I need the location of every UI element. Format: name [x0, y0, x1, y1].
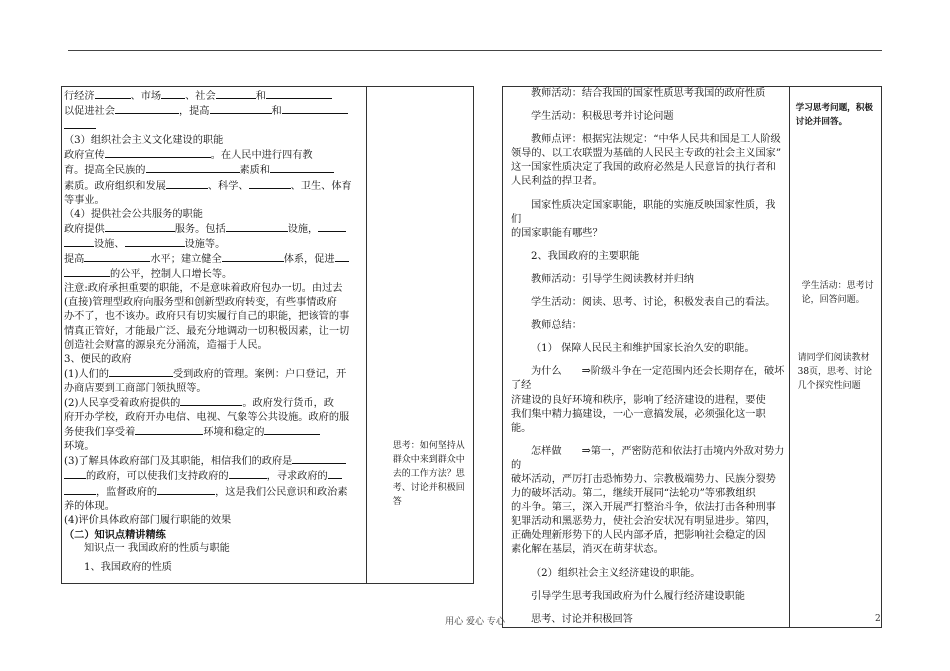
page-number: 2 — [875, 614, 881, 624]
arrow-icon: ⇒ — [581, 364, 591, 378]
right-side-cell — [789, 87, 881, 628]
arrow-icon: ⇒ — [581, 443, 591, 457]
footer-motto: 用心 爱心 专心 — [445, 617, 505, 627]
left-side-cell — [366, 87, 473, 584]
header-rule — [68, 50, 882, 51]
left-main-cell — [62, 87, 367, 584]
right-main-cell — [503, 87, 790, 628]
right-side-note-top: 学习思考问题，积极讨论并回答。 — [795, 103, 873, 127]
right-page-table — [502, 86, 882, 628]
left-main-content: 行经济 、市场 、社会 和 以促进社会 ，提高 和 （3）组织社会主义文化建设的职能 政府宣传 。在人民中进行四有教 育。提高全民族的 素质和 素质。政府组织和发展 、科学、 、卫生、体育 等事业。 （4）提供社会公共服务的职能 政府提供 服务。包括 设施， 设施、 设施等。 提高 水平；建立健全 体系，促进 的公平，控制人口增长等。 注意:政府承担重要的职能，不是意味着政府包办一切。由过去 (直接)管理型政府向服务型和创新型政府转变，有些事情政府 办不了，也不该办。政府只有切实履行自己的职能，把该管的事 情真正管好，才能最广泛、最充分地调动一切积极因素，让一切 创造社会财富的源泉充分涌流，造福于人民。 3、便民的政府 (1)人们的 受到政府的管理。案例：户口登记，开 办商店要到工商部门领执照等。 (2)人民享受着政府提供的 。政府发行货币，政 府开办学校，政府开办电信、电视、气象等公共设施。政府的服 务使我们享受着 环境和稳定的 环境。 (3)了解具体政府部门及其职能，相信我们的政府是 的政府，可以使我们支持政府的 ，寻求政府的 ，监督政府的 ，这是我们公民意识和政治素 养的体现。 (4)评价具体政府部门履行职能的效果 （二）知识点精讲精练 知识点一 我国政府的性质与职能 1、我国政府的性质 — [64, 91, 352, 573]
right-side-note-low: 请同学们阅读教材38页，思考、讨论几个探究性问题 — [797, 353, 873, 391]
right-side-note-mid: 学生活动：思考讨论，回答问题。 — [801, 281, 874, 305]
left-side-note: 思考：如何坚持从群众中来到群众中去的工作方法？思考、讨论并积极回答 — [392, 441, 465, 507]
right-main-content: 教师活动：结合我国的国家性质思考我国的政府性质 学生活动：积极思考并讨论问题 教师点评：根据宪法规定：“中华人民共和国是工人阶级 领导的、以工农联盟为基础的人民民主专政的社会主义国家” 这一国家性质决定了我国的政府必然是人民意旨的执行者和 人民利益的捍卫者。 国家性质决定国家职能，职能的实施反映国家性质，我们 的国家职能有哪些？ 2、我国政府的主要职能 教师活动：引导学生阅读教材并归纳 学生活动：阅读、思考、讨论，积极发表自己的看法。 教师总结： （1） 保障人民民主和维护国家长治久安的职能。 为什么 ⇒阶级斗争在一定范围内还会长期存在，破坏了经 济建设的良好环境和秩序，影响了经济建设的进程，要使 我们集中精力搞建设，一心一意搞发展，必须强化这一职 能。 怎样做 ⇒第一，严密防范和依法打击境内外敌对势力的 破坏活动，严厉打击恐怖势力、宗教极端势力、民族分裂势 力的破坏活动。第二，继续开展同“法轮功”等邪教组织 的斗争。第三，深入开展严打整治斗争，依法打击各种刑事 犯罪活动和黑恶势力，使社会治安状况有明显进步。第四， 正确处理新形势下的人民内部矛盾，把影响社会稳定的因 素化解在基层，消灭在萌芽状态。 （2）组织社会主义经济建设的职能。 引导学生思考我国政府为什么履行经济建设职能 思考、讨论并积极回答 — [511, 88, 785, 625]
left-page-table — [61, 86, 474, 584]
